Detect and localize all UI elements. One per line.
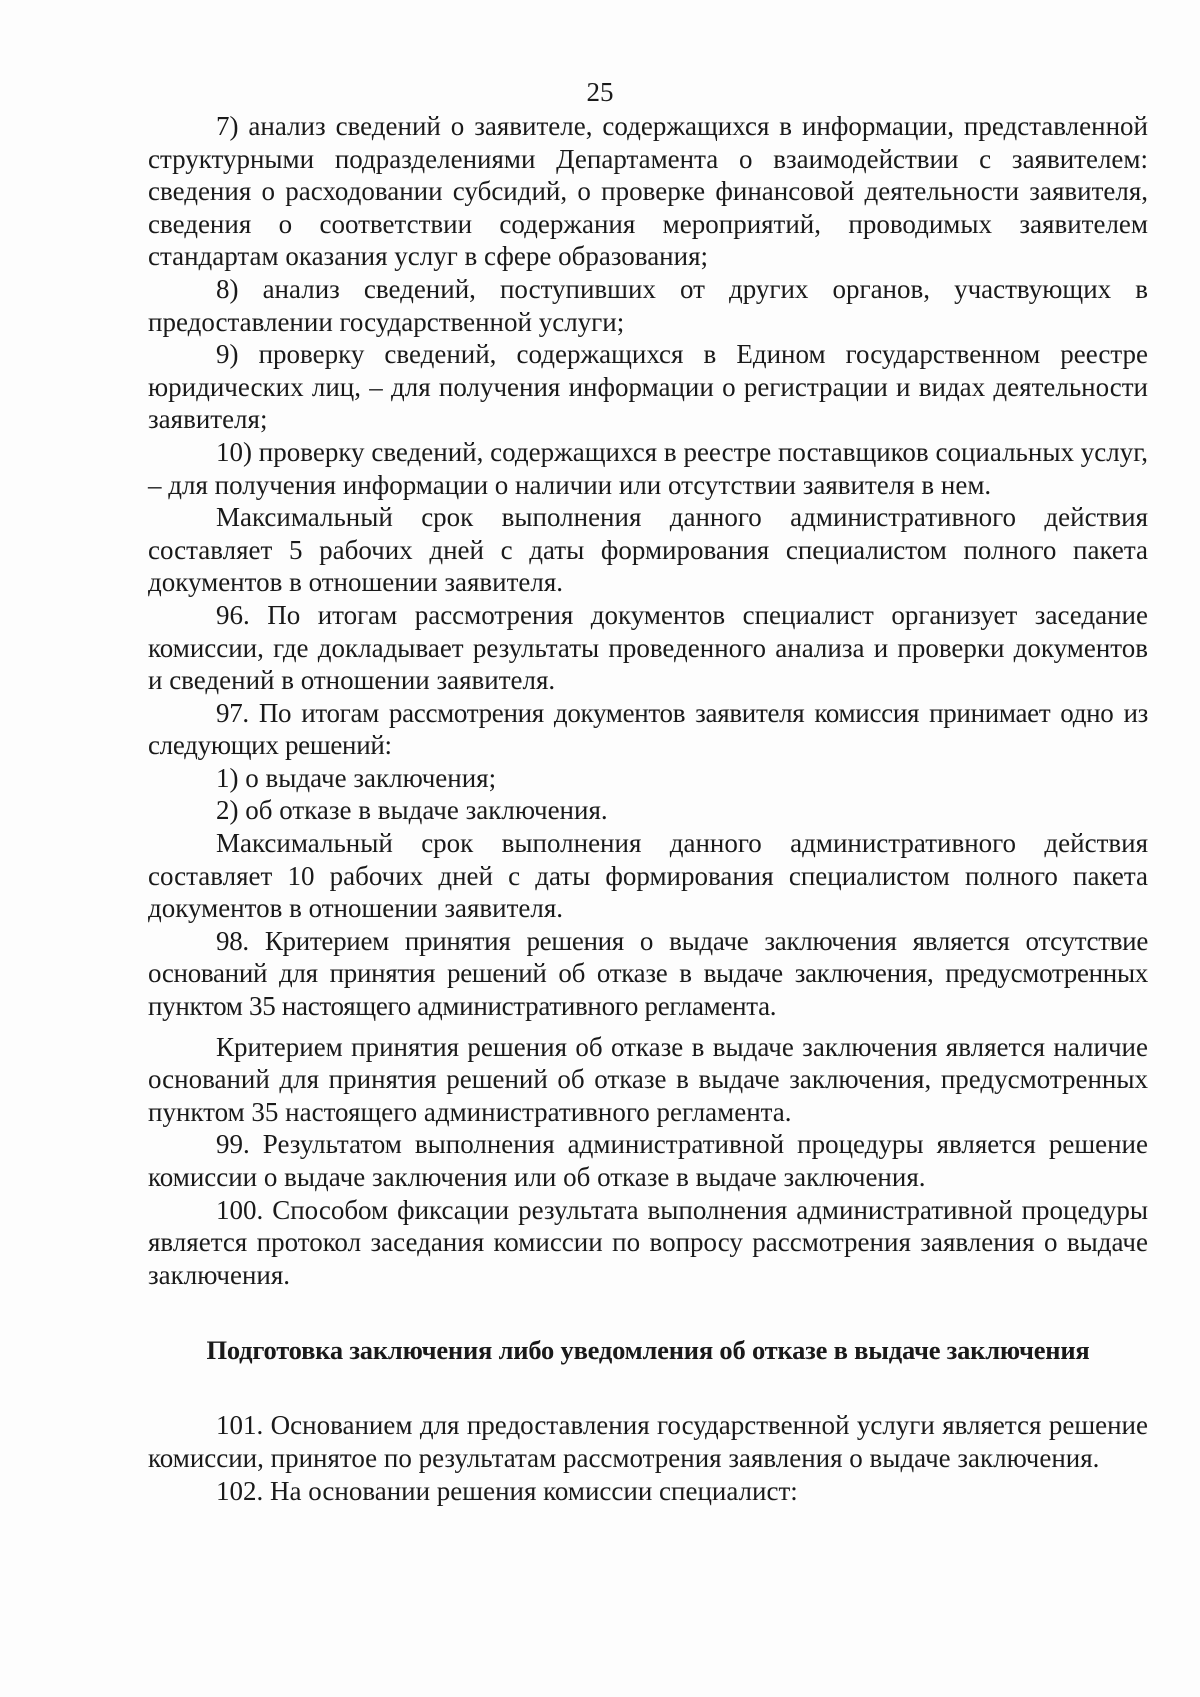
page-number: 25 (586, 77, 614, 107)
section-heading: Подготовка заключения либо уведомления об отказе в выдаче заключения (206, 1335, 1090, 1366)
paragraph-max-term-10-days: Максимальный срок выполнения данного административного действия составляет 10 рабочих дней с даты формирования специалистом полного пакета документов в отношении заявителя. (148, 828, 1148, 924)
paragraph-100: 100. Способом фиксации результата выполнения административной процедуры является протокол заседания комиссии по вопросу рассмотрения заявления о выдаче заключения. (148, 1194, 1148, 1290)
paragraph-decision-2: 2) об отказе в выдаче заключения. (216, 795, 608, 826)
paragraph-item-9: 9) проверку сведений, содержащихся в Едином государственном реестре юридических лиц, – для получения информации о регистрации и видах деятельности заявителя; (148, 339, 1148, 435)
paragraph-item-10: 10) проверку сведений, содержащихся в реестре поставщиков социальных услуг, – для получения информации о наличии или отсутствии заявителя в нем. (148, 436, 1148, 500)
paragraph-102: 102. На основании решения комиссии специалист: (216, 1475, 798, 1506)
paragraph-refusal-criterion: Критерием принятия решения об отказе в выдаче заключения является наличие оснований для принятия решений об отказе в выдаче заключения, предусмотренных пунктом 35 настоящего административного регламента. (148, 1031, 1148, 1127)
paragraph-max-term-5-days: Максимальный срок выполнения данного административного действия составляет 5 рабочих дней с даты формирования специалистом полного пакета документов в отношении заявителя. (148, 502, 1148, 598)
paragraph-99: 99. Результатом выполнения административной процедуры является решение комиссии о выдаче заключения или об отказе в выдаче заключения. (148, 1129, 1148, 1192)
paragraph-98: 98. Критерием принятия решения о выдаче заключения является отсутствие оснований для принятия решений об отказе в выдаче заключения, предусмотренных пунктом 35 настоящего административного регламента. (148, 925, 1148, 1022)
document-body (148, 110, 1148, 1507)
paragraph-item-7: 7) анализ сведений о заявителе, содержащихся в информации, представленной структурными подразделениями Департамента о взаимодействии с заявителем: сведения о расходовании субсидий, о проверке финансовой деятельности заявителя, сведения о соответствии содержания мероприятий, проводимых заявителем стандартам оказания услуг в сфере образования; (148, 111, 1148, 272)
paragraph-101: 101. Основанием для предоставления государственной услуги является решение комиссии, принятое по результатам рассмотрения заявления о выдаче заключения. (148, 1410, 1148, 1473)
paragraph-decision-1: 1) о выдаче заключения; (216, 762, 497, 793)
paragraph-97: 97. По итогам рассмотрения документов заявителя комиссия принимает одно из следующих решений: (148, 697, 1148, 761)
paragraph-96: 96. По итогам рассмотрения документов специалист организует заседание комиссии, где докладывает результаты проведенного анализа и проверки документов и сведений в отношении заявителя. (148, 599, 1148, 696)
paragraph-item-8: 8) анализ сведений, поступивших от других органов, участвующих в предоставлении государственной услуги; (148, 273, 1148, 337)
